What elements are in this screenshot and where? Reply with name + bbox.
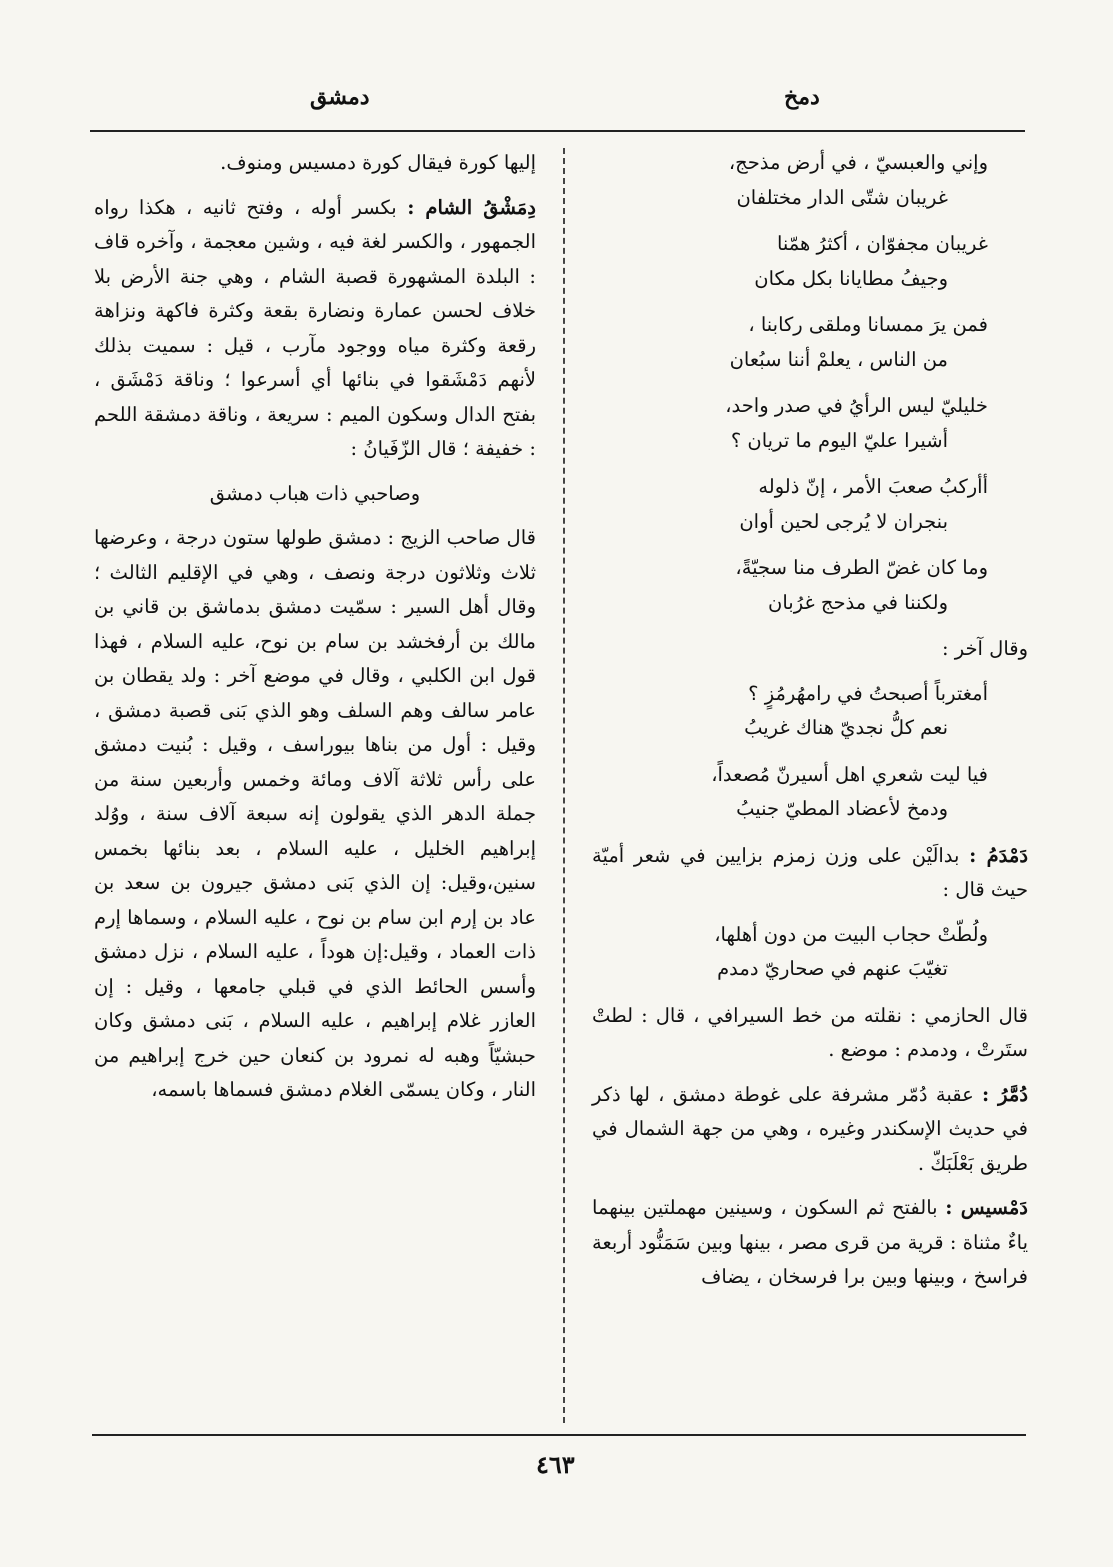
entry-text: بدالَيْن على وزن زمزم بزايين في شعر أميّة حيث قال : bbox=[592, 843, 1028, 901]
page-number: ٤٦٣ bbox=[536, 1450, 575, 1479]
continuation-line: إليها كورة فيقال كورة دمسيس ومنوف. bbox=[220, 151, 536, 174]
poem-verse: ولُطّتْ حجاب البيت من دون أهلها، تغيّبَ عنهم في صحاريّ دمدم bbox=[714, 922, 988, 980]
running-head-right: دمخ bbox=[784, 84, 820, 110]
right-column bbox=[592, 146, 1028, 1305]
poem-verse: وإني والعبسيّ ، في أرض مذحج، غريبان شتّى الدار مختلفان bbox=[728, 151, 988, 209]
entry-text: بكسر أوله ، وفتح ثانيه ، هكذا رواه الجمهور ، والكسر لغة فيه ، وشين معجمة ، وآخره قاف : البلدة المشهورة قصبة الشام ، وهي جنة الأرض بلا خلاف لحسن عمارة ونضارة بقعة وكثرة فاكهة ونزاهة رقعة وكثرة مياه ووجود مآرب ، قيل : سميت بذلك لأنهم دَمْشَقوا في بنائها أي أسرعوا ؛ وناقة دَمْشَق ، بفتح الدال وسكون الميم : سريعة ، وناقة دمشقة اللحم : خفيفة ؛ قال الزّفَيانُ : bbox=[94, 195, 536, 460]
poem-line: وصاحبي ذات هباب دمشق bbox=[209, 481, 421, 505]
hazimi-note: قال الحازمي : نقلته من خط السيرافي ، قال : لطتْ ستَرتْ ، ودمدم : موضع . bbox=[592, 1003, 1028, 1061]
poem-verse: وما كان غضّ الطرف منا سجيّةً، ولكننا في مذحج غرُبان bbox=[735, 556, 988, 614]
intro-line: وقال آخر : bbox=[941, 637, 1028, 660]
header-rule bbox=[90, 130, 1025, 132]
entry-headword: دَمْدَمُ : bbox=[969, 843, 1029, 867]
poem-verse: فمن يرَ ممسانا وملقى ركابنا ، من الناس ، يعلمْ أننا سبُعان bbox=[729, 313, 988, 371]
entry-dumdum bbox=[592, 839, 1028, 908]
left-column bbox=[94, 146, 536, 1118]
poem-verse: غريبان مجفوّان ، أكثرُ همّنا وجيفُ مطايانا بكل مكان bbox=[754, 232, 988, 290]
running-head-left: دمشق bbox=[310, 84, 370, 110]
poem-verse: فيا ليت شعري اهل أسيرنّ مُصعداً، ودمخ لأعضاد المطيّ جنيبُ bbox=[711, 762, 988, 820]
entry-text: قال صاحب الزيج : دمشق طولها ستون درجة ، وعرضها ثلاث وثلاثون درجة ونصف ، وهي في الإقليم الثالث ؛ وقال أهل السير : سمّيت دمشق بدماشق بن قاني بن مالك بن أرفخشد بن سام بن نوح، عليه السلام ، فهذا قول ابن الكلبي ، وقال في موضع آخر : ولد يقطان بن عامر سالف وهم السلف وهو الذي بَنى قصبة دمشق ، وقيل : أول من بناها بيوراسف ، وقيل : بُنيت دمشق على رأس ثلاثة آلاف ومائة وخمس وأربعين سنة من جملة الدهر الذي يقولون إنه سبعة آلاف سنة ، ووُلد إبراهيم الخليل ، عليه السلام ، بعد بنائها بخمس سنين،وقيل: إن الذي بَنى دمشق جيرون بن سعد بن عاد بن إرم ابن سام بن نوح ، عليه السلام ، وسماها إرم ذات العماد ، وقيل:إن هوداً ، عليه السلام ، نزل دمشق وأسس الحائط الذي في قبلي جامعها ، وقيل : إن العازر غلام إبراهيم ، عليه السلام ، بَنى دمشق وكان حبشيّاً وهبه له نمرود بن كنعان حين خرج إبراهيم من النار ، وكان يسمّى الغلام دمشق فسماها باسمه، bbox=[94, 526, 536, 1101]
entry-headword: دِمَشْقُ الشام : bbox=[407, 195, 536, 219]
poem-verse: أمغترباً أصبحتُ في رامهُرمُزٍ ؟ نعم كلُّ نجديّ هناك غريبُ bbox=[744, 681, 988, 739]
poem-verse: أأركبُ صعبَ الأمر ، إنّ ذلوله بنجران لا يُرجى لحين أوان bbox=[739, 475, 988, 533]
entry-headword: دُمَّرُ : bbox=[982, 1082, 1029, 1106]
entry-damsis bbox=[592, 1191, 1028, 1295]
entry-headword: دَمْسيس : bbox=[945, 1196, 1028, 1219]
entry-dimashq bbox=[94, 191, 536, 467]
footer-rule bbox=[92, 1434, 1026, 1436]
entry-text: عقبة دُمّر مشرفة على غوطة دمشق ، لها ذكر في حديث الإسكندر وغيره ، وهي من جهة الشمال في طريق بَعْلَبَكّ . bbox=[592, 1082, 1028, 1175]
entry-dumar bbox=[592, 1078, 1028, 1182]
column-divider bbox=[563, 148, 565, 1423]
entry-text: بالفتح ثم السكون ، وسينين مهملتين بينهما ياءٌ مثناة : قرية من قرى مصر ، بينها وبين سَمَنُّود أربعة فراسخ ، وبينها وبين برا فرسخان ، يضاف bbox=[592, 1196, 1028, 1288]
poem-verse: خليليّ ليس الرأيُ في صدر واحد، أشيرا عليّ اليوم ما تريان ؟ bbox=[725, 394, 988, 452]
